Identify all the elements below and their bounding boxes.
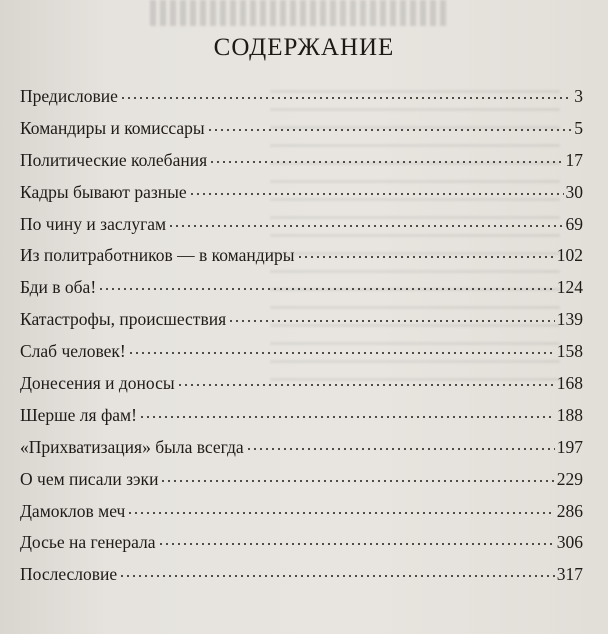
toc-entry-title: Из политработников — в командиры <box>20 245 295 266</box>
toc-entry-page-number: 168 <box>556 373 583 394</box>
dot-leader <box>168 225 563 227</box>
toc-entry-page-number: 102 <box>556 245 583 266</box>
toc-entry-title: Дамоклов меч <box>20 500 126 521</box>
page-title: СОДЕРЖАНИЕ <box>213 34 395 61</box>
toc-entry-page-number: 17 <box>565 149 583 170</box>
toc-entry-page-number: 5 <box>574 117 583 138</box>
dot-leader <box>228 320 555 322</box>
toc-entry <box>20 469 583 501</box>
toc-entry-page-number: 306 <box>556 532 583 553</box>
bleed-through-text <box>150 0 450 26</box>
dot-leader <box>158 543 555 545</box>
dot-leader <box>127 512 554 514</box>
toc-entry <box>20 437 583 469</box>
toc-entry-page-number: 188 <box>556 404 583 425</box>
dot-leader <box>139 416 555 418</box>
toc-entry-page-number: 158 <box>556 341 583 362</box>
toc-entry-title: Донесения и доносы <box>20 373 175 394</box>
toc-entry-title: Бди в оба! <box>20 277 97 298</box>
table-of-contents <box>20 86 583 596</box>
toc-entry-title: Политические колебания <box>20 149 208 170</box>
dot-leader <box>207 129 573 131</box>
toc-entry-title: Досье на генерала <box>20 532 156 553</box>
toc-entry <box>20 501 583 533</box>
toc-entry <box>20 532 583 564</box>
dot-leader <box>297 256 555 258</box>
toc-entry-page-number: 69 <box>565 213 583 234</box>
toc-entry <box>20 86 583 118</box>
toc-entry-title: Командиры и комиссары <box>20 117 205 138</box>
toc-entry <box>20 245 583 277</box>
toc-entry <box>20 341 583 373</box>
toc-entry-page-number: 30 <box>565 181 583 202</box>
toc-entry-page-number: 229 <box>556 468 583 489</box>
toc-entry-title: Послесловие <box>20 564 118 585</box>
toc-entry <box>20 214 583 246</box>
toc-entry-page-number: 124 <box>556 277 583 298</box>
dot-leader <box>177 384 555 386</box>
toc-entry-title: Кадры бывают разные <box>20 181 187 202</box>
toc-entry-title: О чем писали зэки <box>20 468 159 489</box>
dot-leader <box>119 575 555 577</box>
toc-entry <box>20 373 583 405</box>
toc-entry-title: «Прихватизация» была всегда <box>20 436 244 457</box>
dot-leader <box>98 288 555 290</box>
toc-entry-title: Катастрофы, происшествия <box>20 309 227 330</box>
toc-entry <box>20 277 583 309</box>
toc-entry <box>20 405 583 437</box>
toc-entry <box>20 182 583 214</box>
dot-leader <box>209 161 563 163</box>
dot-leader <box>128 352 555 354</box>
toc-entry <box>20 564 583 596</box>
toc-entry-title: Шерше ля фам! <box>20 404 137 425</box>
toc-entry-title: По чину и заслугам <box>20 213 167 234</box>
dot-leader <box>246 448 555 450</box>
toc-entry-page-number: 197 <box>556 436 583 457</box>
dot-leader <box>189 193 564 195</box>
toc-entry <box>20 150 583 182</box>
toc-entry-title: Предисловие <box>20 86 118 106</box>
toc-entry-page-number: 3 <box>574 86 583 106</box>
dot-leader <box>120 97 572 99</box>
toc-entry <box>20 118 583 150</box>
toc-entry <box>20 309 583 341</box>
toc-entry-page-number: 317 <box>556 564 583 585</box>
toc-entry-title: Слаб человек! <box>20 341 126 362</box>
dot-leader <box>160 480 554 482</box>
toc-entry-page-number: 139 <box>556 309 583 330</box>
toc-entry-page-number: 286 <box>556 500 583 521</box>
